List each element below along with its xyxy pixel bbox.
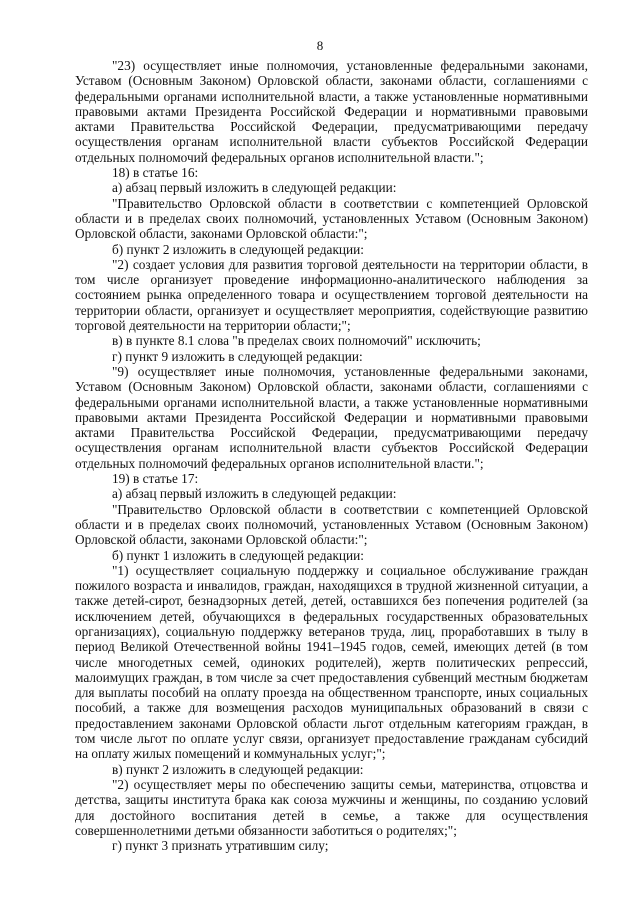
page-number: 8 — [316, 38, 324, 53]
paragraph-article-17-a: а) абзац первый изложить в следующей редакции: — [112, 486, 397, 502]
paragraph-article-17-v-text: "2) осуществляет меры по обеспечению защиты семьи, материнства, отцовства и детства, защиты института брака как союза мужчины и женщины, по созданию условий для достойного воспитания детей в семье, а также для осуществления совершеннолетними детьми обязанности заботиться о родителях;"; — [75, 776, 588, 838]
paragraph-article-17-v: в) пункт 2 изложить в следующей редакции: — [112, 761, 364, 777]
paragraph-article-16-a: а) абзац первый изложить в следующей редакции: — [112, 180, 397, 196]
paragraph-article-16-heading: 18) в статье 16: — [112, 165, 199, 181]
paragraph-article-16-b: б) пункт 2 изложить в следующей редакции: — [112, 241, 364, 257]
paragraph-article-17-b: б) пункт 1 изложить в следующей редакции: — [112, 547, 364, 563]
paragraph-article-17-heading: 19) в статье 17: — [112, 471, 199, 487]
paragraph-article-16-g: г) пункт 9 изложить в следующей редакции: — [112, 348, 363, 364]
paragraph-article-17-a-text: "Правительство Орловской области в соответствии с компетенцией Орловской области и в пределах своих полномочий, установленных Уставом (Основным Законом) Орловской области, законами Орловской области:"; — [75, 501, 588, 548]
paragraph-article-17-g: г) пункт 3 признать утратившим силу; — [112, 838, 329, 854]
paragraph-article-17-b-text: "1) осуществляет социальную поддержку и социальное обслуживание граждан пожилого возраста и инвалидов, граждан, находящихся в трудной жизненной ситуации, а также детей-сирот, безнадзорных детей, детей, оставшихся без попечения родителей (за исключением детей, обучающихся в федеральных государственных образовательных организациях), социальную поддержку ветеранов труда, лиц, проработавших в тылу в период Великой Отечественной войны 1941–1945 годов, семей, имеющих детей (в том числе многодетных семей, одиноких родителей), жертв политических репрессий, малоимущих граждан, в том числе за счет предоставления субвенций местным бюджетам для выплаты пособий на оплату проезда на общественном транспорте, иных социальных пособий, а также для возмещения расходов муниципальных образований в связи с предоставлением законами Орловской области льгот отдельным категориям граждан, в том числе льгот по оплате услуг связи, организует предоставление гражданам субсидий на оплату жилых помещений и коммунальных услуг;"; — [75, 562, 588, 762]
paragraph-item-23-amendment: "23) осуществляет иные полномочия, установленные федеральными законами, Уставом (Основным Законом) Орловской области, законами области, соглашениями с федеральными органами исполнительной власти, а также установленные нормативными правовыми актами Президента Российской Федерации и нормативными правовыми актами Правительства Российской Федерации, предусматривающими передачу осуществления органам исполнительной власти субъектов Российской Федерации отдельных полномочий федеральных органов исполнительной власти."; — [75, 58, 588, 165]
paragraph-article-16-b-text: "2) создает условия для развития торговой деятельности на территории области, в том числе организует проведение информационно-аналитического наблюдения за состоянием рынка определенного товара и осуществлением торговой деятельности на территории области, организует и осуществляет мероприятия, содействующие развитию торговой деятельности на территории области;"; — [75, 256, 588, 334]
paragraph-article-16-g-text: "9) осуществляет иные полномочия, установленные федеральными законами, Уставом (Основным Законом) Орловской области, законами области, соглашениями с федеральными органами исполнительной власти, а также установленные нормативными правовыми актами Президента Российской Федерации и нормативными правовыми актами Правительства Российской Федерации, предусматривающими передачу осуществления органам исполнительной власти субъектов Российской Федерации отдельных полномочий федеральных органов исполнительной власти."; — [75, 363, 588, 471]
paragraph-article-16-a-text: "Правительство Орловской области в соответствии с компетенцией Орловской области и в пределах своих полномочий, установленных Уставом (Основным Законом) Орловской области, законами Орловской области:"; — [75, 195, 588, 242]
document-body — [75, 58, 588, 853]
paragraph-article-16-v: в) в пункте 8.1 слова "в пределах своих полномочий" исключить; — [112, 333, 481, 349]
